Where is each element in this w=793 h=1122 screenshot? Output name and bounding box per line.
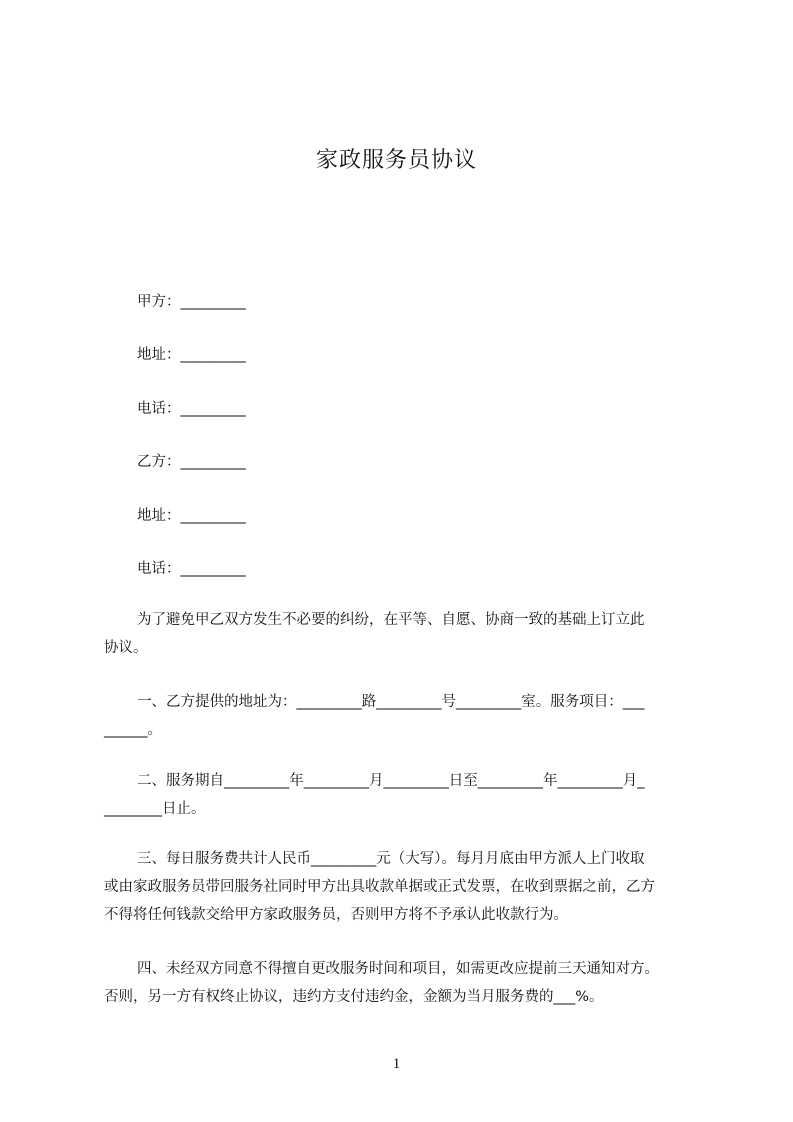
paragraph-line: ________日止。 (104, 801, 206, 817)
paragraph-line: 二、服务期自_________年_________月_________日至_________年_________月_ (137, 773, 645, 789)
party-a-phone-field: 电话：_________ (137, 401, 246, 417)
paragraph-line: 或由家政服务员带回服务社同时甲方出具收款单据或正式发票，在收到票据之前，乙方 (104, 879, 655, 895)
paragraph-line: 三、每日服务费共计人民币_________元（大写）。每月月底由甲方派人上门收取 (137, 851, 645, 867)
paragraph-line: 一、乙方提供的地址为：_________路_________号_________室。服务项目：___ (137, 694, 645, 710)
clause-4-paragraph (104, 955, 704, 1011)
paragraph-line: 协议。 (104, 640, 148, 656)
paragraph-line: 不得将任何钱款交给甲方家政服务员，否则甲方将不予承认此收款行为。 (104, 907, 568, 923)
clause-3-paragraph (104, 845, 704, 929)
paragraph-line: 四、未经双方同意不得擅自更改服务时间和项目，如需更改应提前三天通知对方。 (137, 961, 659, 977)
page-number: 1 (392, 1056, 401, 1072)
clause-1-paragraph (104, 688, 704, 744)
paragraph-line: ______。 (104, 722, 162, 738)
party-b-field: 乙方：_________ (137, 454, 246, 470)
party-a-field: 甲方：_________ (137, 294, 246, 310)
clause-2-paragraph (104, 767, 704, 823)
party-b-phone-field: 电话：_________ (137, 561, 246, 577)
intro-paragraph (104, 606, 704, 662)
paragraph-line: 否则，另一方有权终止协议，违约方支付违约金，金额为当月服务费的___%。 (104, 989, 604, 1005)
document-title: 家政服务员协议 (315, 148, 477, 173)
party-a-address-field: 地址：_________ (137, 347, 246, 363)
paragraph-line: 为了避免甲乙双方发生不必要的纠纷，在平等、自愿、协商一致的基础上订立此 (137, 612, 645, 628)
party-b-address-field: 地址：_________ (137, 508, 246, 524)
